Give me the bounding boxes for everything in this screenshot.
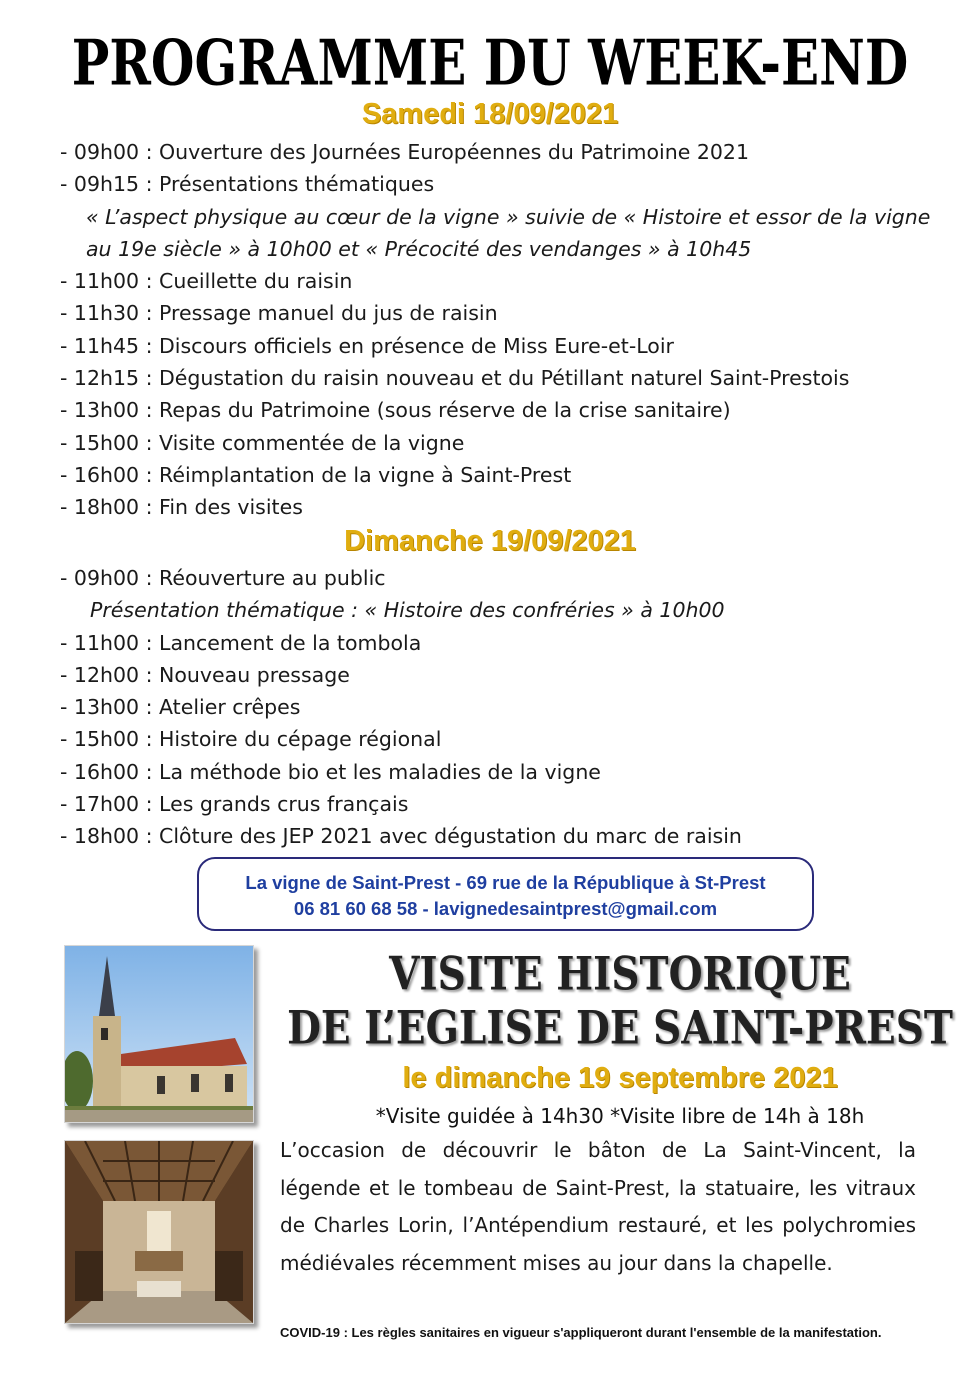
schedule-item: - 11h30 : Pressage manuel du jus de raisin xyxy=(60,301,498,326)
schedule-item: - 15h00 : Visite commentée de la vigne xyxy=(60,430,465,455)
schedule-item: - 13h00 : Repas du Patrimoine (sous réserve de la crise sanitaire) xyxy=(60,398,731,423)
schedule-item: - 12h15 : Dégustation du raisin nouveau et du Pétillant naturel Saint-Prestois xyxy=(60,366,850,391)
church-interior-illustration xyxy=(65,1141,253,1323)
schedule-item: - 09h00 : Ouverture des Journées Européennes du Patrimoine 2021 xyxy=(60,140,750,164)
saturday-schedule xyxy=(60,136,940,524)
schedule-item: - 18h00 : Fin des visites xyxy=(60,495,303,520)
contact-phone-email[interactable]: 06 81 60 68 58 - lavignedesaintprest@gmail.com xyxy=(293,898,718,919)
schedule-item: - 11h00 : Cueillette du raisin xyxy=(60,269,353,294)
covid-notice: COVID-19 : Les règles sanitaires en vigueur s'appliqueront durant l'ensemble de la manifestation. xyxy=(280,1325,882,1340)
contact-address: La vigne de Saint-Prest - 69 rue de la République à St-Prest xyxy=(245,872,766,893)
schedule-item: - 16h00 : Réimplantation de la vigne à Saint-Prest xyxy=(60,462,572,487)
schedule-item: - 17h00 : Les grands crus français xyxy=(60,792,409,817)
visit-title-line2: DE L’EGLISE DE SAINT-PREST xyxy=(287,1000,953,1056)
schedule-item-detail: « L’aspect physique au cœur de la vigne » suivie de « Histoire et essor de la vigne au 19e siècle » à 10h00 et « Précocité des vendanges » à 10h45 xyxy=(86,204,931,261)
visit-date: le dimanche 19 septembre 2021 xyxy=(402,1062,838,1094)
visit-description: L’occasion de découvrir le bâton de La Saint-Vincent, la légende et le tombeau de Saint-Prest, la statuaire, les vitraux de Charles Lorin, l’Antépendium restauré, et les polychromies médiévales récemment mises au jour dans la chapelle. xyxy=(280,1138,916,1275)
sunday-schedule xyxy=(60,562,940,853)
sunday-heading: Dimanche 19/09/2021 xyxy=(344,525,636,557)
page-title: PROGRAMME DU WEEK-END xyxy=(71,25,909,100)
schedule-item: - 12h00 : Nouveau pressage xyxy=(60,662,350,687)
schedule-item: - 16h00 : La méthode bio et les maladies de la vigne xyxy=(60,759,601,784)
schedule-item: - 11h00 : Lancement de la tombola xyxy=(60,630,422,655)
schedule-item: - 09h15 : Présentations thématiques xyxy=(60,172,435,197)
church-interior-photo xyxy=(64,1140,254,1324)
contact-box xyxy=(197,857,814,931)
schedule-item: - 18h00 : Clôture des JEP 2021 avec dégustation du marc de raisin xyxy=(60,824,742,849)
schedule-item: - 13h00 : Atelier crêpes xyxy=(60,695,301,720)
church-exterior-photo xyxy=(64,945,254,1123)
schedule-item: - 09h00 : Réouverture au public xyxy=(60,566,386,590)
saturday-heading: Samedi 18/09/2021 xyxy=(361,98,619,130)
visit-title-line1: VISITE HISTORIQUE xyxy=(389,946,851,1002)
schedule-item-detail: Présentation thématique : « Histoire des confréries » à 10h00 xyxy=(90,598,725,623)
schedule-item: - 11h45 : Discours officiels en présence de Miss Eure-et-Loir xyxy=(60,333,674,358)
schedule-item: - 15h00 : Histoire du cépage régional xyxy=(60,727,442,752)
visit-times: *Visite guidée à 14h30 *Visite libre de 14h à 18h xyxy=(375,1104,865,1128)
church-exterior-illustration xyxy=(65,946,253,1122)
